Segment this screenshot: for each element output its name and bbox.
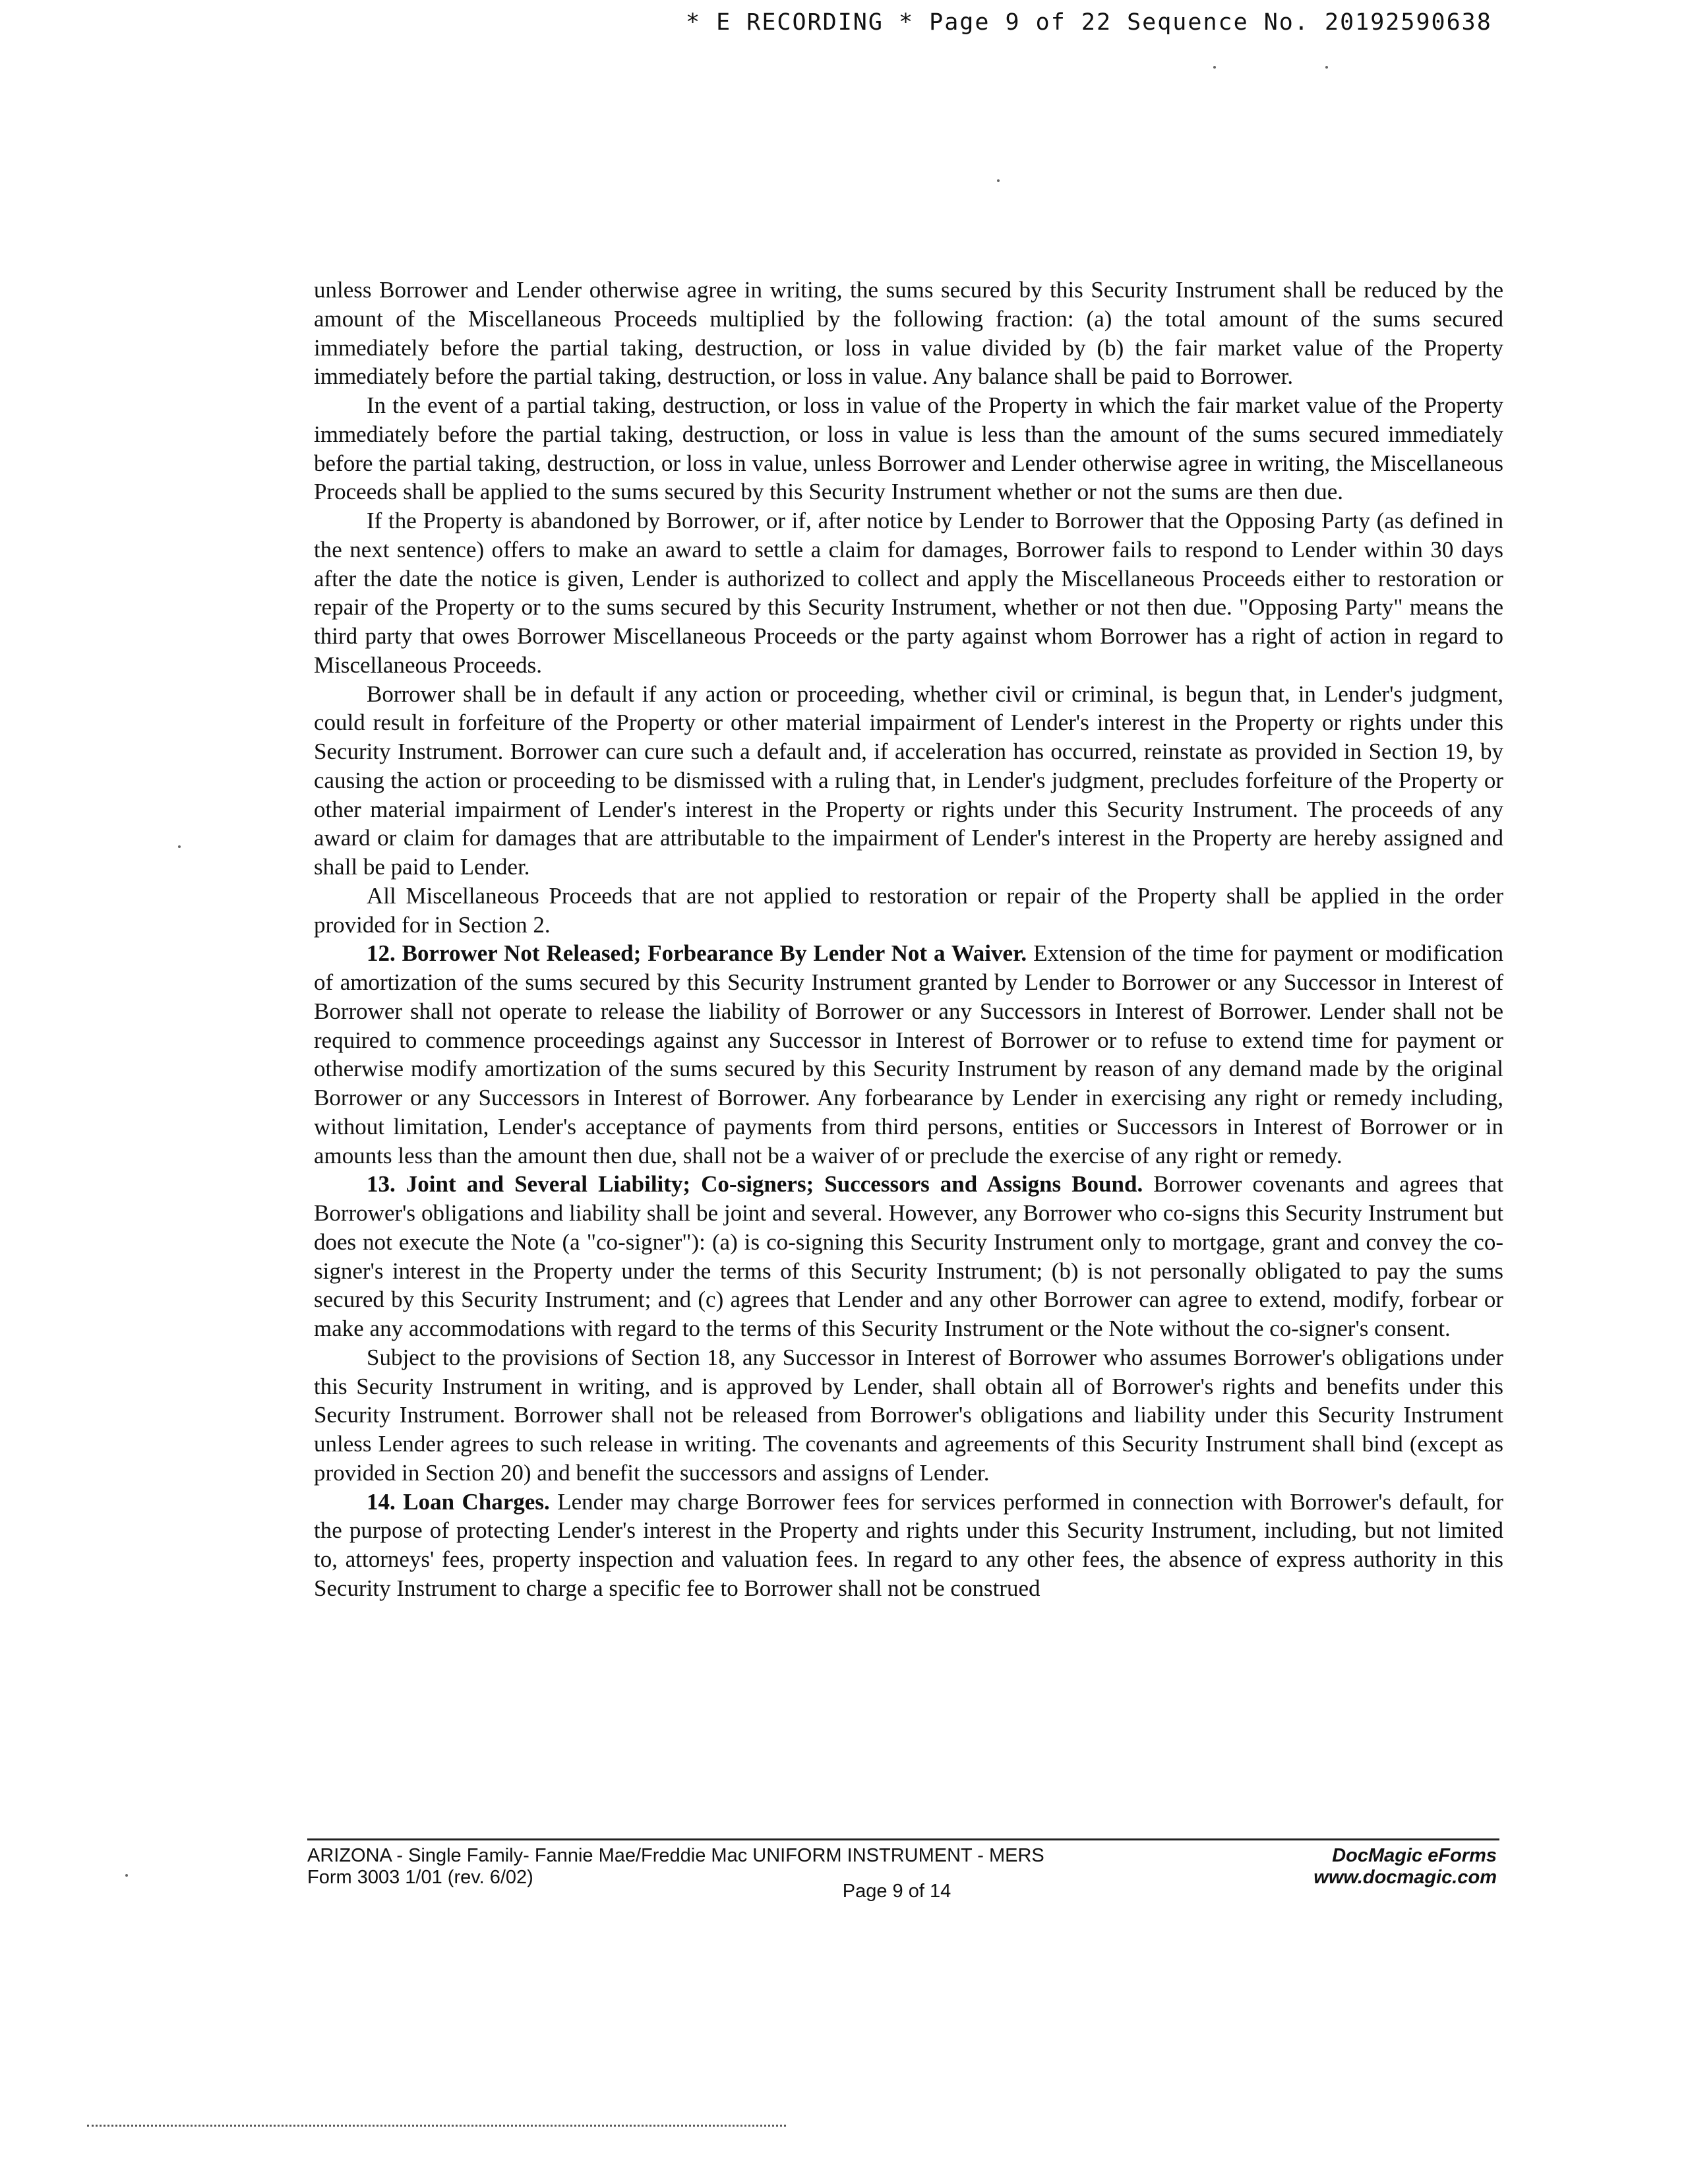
paragraph: Subject to the provisions of Section 18, any Successor in Interest of Borrower who assumes Borrower's obligations under this Security Instrument in writing, and is approved by Lender, shall obtain all of Borrower's rights and benefits under this Security Instrument. Borrower shall not be released from Borrower's obligations and liability under this Security Instrument unless Lender agrees to such release in writing. The covenants and agreements of this Security Instrument shall bind (except as provided in Section 20) and benefit the successors and assigns of Lender.: [314, 1344, 1503, 1486]
scan-speck: [1325, 66, 1328, 69]
paragraph: unless Borrower and Lender otherwise agree in writing, the sums secured by this Security Instrument shall be reduced by the amount of the Miscellaneous Proceeds multiplied by the following fraction: (a) the total amount of the sums secured immediately before the partial taking, destruction, or loss in value divided by (b) the fair market value of the Property immediately before the partial taking, destruction, or loss in value. Any balance shall be paid to Borrower.: [314, 277, 1503, 390]
paragraph: All Miscellaneous Proceeds that are not applied to restoration or repair of the Property shall be applied in the order provided for in Section 2.: [314, 882, 1503, 938]
document-body: [314, 276, 1503, 1603]
form-number: Form 3003 1/01 (rev. 6/02): [307, 1867, 533, 1889]
scan-speck: [997, 179, 1000, 182]
section-12-text: Extension of the time for payment or modification of amortization of the sums secured by this Security Instrument granted by Lender to Borrower or any Successor in Interest of Borrower shall not operate to release the liability of Borrower or any Successors in Interest of Borrower. Lender shall not be required to commence proceedings against any Successor in Interest of Borrower or to refuse to extend time for payment or otherwise modify amortization of the sums secured by this Security Instrument by reason of any demand made by the original Borrower or any Successors in Interest of Borrower. Any forbearance by Lender in exercising any right or remedy including, without limitation, Lender's acceptance of payments from third persons, entities or Successors in Interest of Borrower or in amounts less than the amount then due, shall not be a waiver of or preclude the exercise of any right or remedy.: [314, 940, 1504, 1168]
paragraph: In the event of a partial taking, destruction, or loss in value of the Property in which the fair market value of the Property immediately before the partial taking, destruction, or loss in value is less than the amount of the sums secured immediately before the partial taking, destruction, or loss in value, unless Borrower and Lender otherwise agree in writing, the Miscellaneous Proceeds shall be applied to the sums secured by this Security Instrument whether or not the sums are then due.: [314, 392, 1503, 505]
section-14: [314, 1488, 1503, 1603]
section-13-text: Borrower covenants and agrees that Borrower's obligations and liability shall be joint and several. However, any Borrower who co-signs this Security Instrument but does not execute the Note (a "co-signer"): (a) is co-signing this Security Instrument only to mortgage, grant and convey the co-signer's interest in the Property under the terms of this Security Instrument; (b) is not personally obligated to pay the sums secured by this Security Instrument; and (c) agrees that Lender and any other Borrower can agree to extend, modify, forbear or make any accommodations with regard to the terms of this Security Instrument or the Note without the co-signer's consent.: [314, 1171, 1504, 1341]
section-12-heading: 12. Borrower Not Released; Forbearance By Lender Not a Waiver.: [367, 940, 1027, 967]
scan-speck: [125, 1874, 128, 1877]
paragraph: If the Property is abandoned by Borrower, or if, after notice by Lender to Borrower that the Opposing Party (as defined in the next sentence) offers to make an award to settle a claim for damages, Borrower fails to respond to Lender within 30 days after the date the notice is given, Lender is authorized to collect and apply the Miscellaneous Proceeds either to restoration or repair of the Property or to the sums secured by this Security Instrument, whether or not then due. "Opposing Party" means the third party that owes Borrower Miscellaneous Proceeds or the party against whom Borrower has a right of action in regard to Miscellaneous Proceeds.: [314, 508, 1503, 678]
paragraph: Borrower shall be in default if any action or proceeding, whether civil or criminal, is begun that, in Lender's judgment, could result in forfeiture of the Property or other material impairment of Lender's interest in the Property or rights under this Security Instrument. Borrower can cure such a default and, if acceleration has occurred, reinstate as provided in Section 19, by causing the action or proceeding to be dismissed with a ruling that, in Lender's judgment, precludes forfeiture of the Property or other material impairment of Lender's interest in the Property or rights under this Security Instrument. The proceeds of any award or claim for damages that are attributable to the impairment of Lender's interest in the Property are hereby assigned and shall be paid to Lender.: [314, 681, 1503, 880]
scan-speck: [1213, 66, 1216, 69]
section-14-text: Lender may charge Borrower fees for services performed in connection with Borrower's default, for the purpose of protecting Lender's interest in the Property and rights under this Security Instrument, including, but not limited to, attorneys' fees, property inspection and valuation fees. In regard to any other fees, the absence of express authority in this Security Instrument to charge a specific fee to Borrower shall not be construed: [314, 1488, 1503, 1601]
section-14-heading: 14. Loan Charges.: [367, 1488, 550, 1515]
scan-artifact-line: [87, 2125, 786, 2127]
brand-website: www.docmagic.com: [1313, 1867, 1497, 1889]
section-13: [314, 1170, 1503, 1343]
recording-header: * E RECORDING * Page 9 of 22 Sequence No. 20192590638: [686, 9, 1492, 36]
brand-logo: DocMagic eForms: [1332, 1845, 1497, 1866]
section-13-heading: 13. Joint and Several Liability; Co-signers; Successors and Assigns Bound.: [367, 1171, 1143, 1198]
form-info: [307, 1845, 1164, 1889]
form-title: ARIZONA - Single Family- Fannie Mae/Freddie Mac UNIFORM INSTRUMENT - MERS: [307, 1845, 1044, 1866]
page-number: Page 9 of 14: [842, 1881, 951, 1902]
section-12: [314, 939, 1503, 1170]
footer-divider: [307, 1838, 1499, 1840]
scan-speck: [178, 845, 181, 848]
brand-block: [1160, 1845, 1497, 1889]
